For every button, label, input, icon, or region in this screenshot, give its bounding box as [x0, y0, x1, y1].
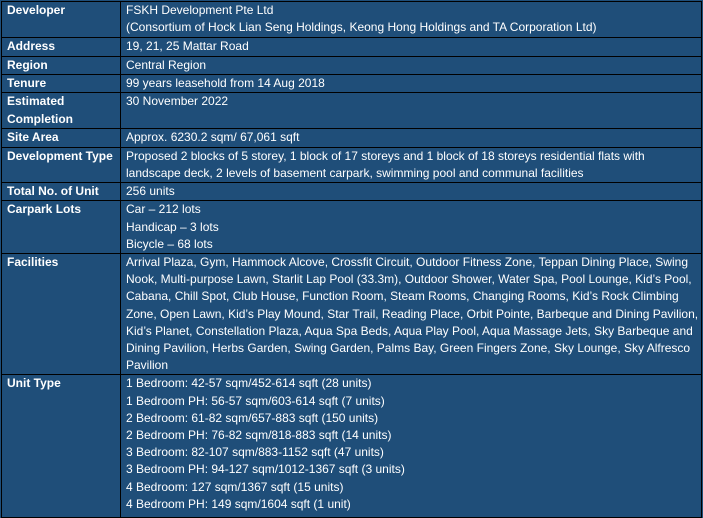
carpark-label: Carpark Lots [2, 201, 121, 254]
development-type-value [121, 147, 702, 182]
row-development-type [2, 147, 702, 182]
row-facilities [2, 254, 702, 375]
tenure-value: 99 years leasehold from 14 Aug 2018 [121, 75, 702, 93]
completion-label: Estimated Completion [2, 93, 121, 128]
unit-type-value [121, 375, 702, 518]
unit-type-item: 2 Bedroom: 61-82 sqm/657-883 sqft (150 units) [126, 410, 379, 425]
unit-type-item: 4 Bedroom: 127 sqm/1367 sqft (15 units) [126, 479, 344, 494]
facilities-text: Arrival Plaza, Gym, Hammock Alcove, Crossfit Circuit, Outdoor Fitness Zone, Teppan Dining Place, Swing Nook, Multi-purpose Lawn, Starlit Lap Pool (33.3m), Outdoor Shower, Water Spa, Pool Lounge, Kid’s Pool, Cabana, Chill Spot, Club House, Function Room, Steam Rooms, Changing Rooms, Kid’s Rock Climbing Zone, Open Lawn, Kid’s Play Mound, Star Trail, Reading Place, Orbit Pointe, Barbeque and Dining Pavilion, Kid’s Planet, Constellation Plaza, Aqua Spa Beds, Aqua Play Pool, Aqua Massage Jets, Sky Barbeque and Dining Pavilion, Herbs Garden, Swing Garden, Palms Bay, Green Fingers Zone, Sky Lounge, Sky Alfresco Pavilion [126, 255, 699, 373]
carpark-handicap: Handicap – 3 lots [126, 219, 219, 234]
project-details-table [1, 1, 702, 518]
row-developer [2, 2, 702, 38]
developer-consortium: (Consortium of Hock Lian Seng Holdings, Keong Hong Holdings and TA Corporation Ltd) [126, 20, 597, 35]
address-label: Address [2, 38, 121, 57]
total-units-label: Total No. of Unit [2, 183, 121, 201]
unit-type-item: 3 Bedroom PH: 94-127 sqm/1012-1367 sqft (3 units) [126, 462, 405, 477]
completion-value: 30 November 2022 [121, 93, 702, 128]
row-total-units [2, 183, 702, 201]
region-label: Region [2, 57, 121, 75]
developer-name: FSKH Development Pte Ltd [126, 3, 274, 17]
carpark-bicycle: Bicycle – 68 lots [126, 236, 213, 251]
development-type-text: Proposed 2 blocks of 5 storey, 1 block of 17 storeys and 1 block of 18 storeys residential flats with landscape deck, 2 levels of basement carpark, swimming pool and communal facilities [126, 148, 645, 181]
row-completion [2, 93, 702, 128]
tenure-label: Tenure [2, 75, 121, 93]
facilities-label: Facilities [2, 254, 121, 375]
row-region [2, 57, 702, 75]
development-type-label: Development Type [2, 147, 121, 182]
total-units-value: 256 units [121, 183, 702, 201]
developer-label: Developer [2, 2, 121, 38]
unit-type-label: Unit Type [2, 375, 121, 518]
address-value: 19, 21, 25 Mattar Road [121, 38, 702, 57]
facilities-value [121, 254, 702, 375]
unit-type-item: 4 Bedroom PH: 149 sqm/1604 sqft (1 unit) [126, 496, 351, 511]
carpark-value [121, 201, 702, 254]
region-value: Central Region [121, 57, 702, 75]
unit-type-item: 2 Bedroom PH: 76-82 sqm/818-883 sqft (14 units) [126, 428, 392, 443]
site-area-value: Approx. 6230.2 sqm/ 67,061 sqft [121, 128, 702, 147]
unit-type-item: 1 Bedroom: 42-57 sqm/452-614 sqft (28 units) [126, 376, 372, 391]
unit-type-item: 1 Bedroom PH: 56-57 sqm/603-614 sqft (7 units) [126, 393, 385, 408]
unit-type-item: 3 Bedroom: 82-107 sqm/883-1152 sqft (47 units) [126, 445, 384, 460]
carpark-car: Car – 212 lots [126, 202, 201, 217]
row-unit-type [2, 375, 702, 518]
site-area-label: Site Area [2, 128, 121, 147]
row-address [2, 38, 702, 57]
developer-value [121, 2, 702, 38]
row-tenure [2, 75, 702, 93]
row-carpark [2, 201, 702, 254]
row-site-area [2, 128, 702, 147]
